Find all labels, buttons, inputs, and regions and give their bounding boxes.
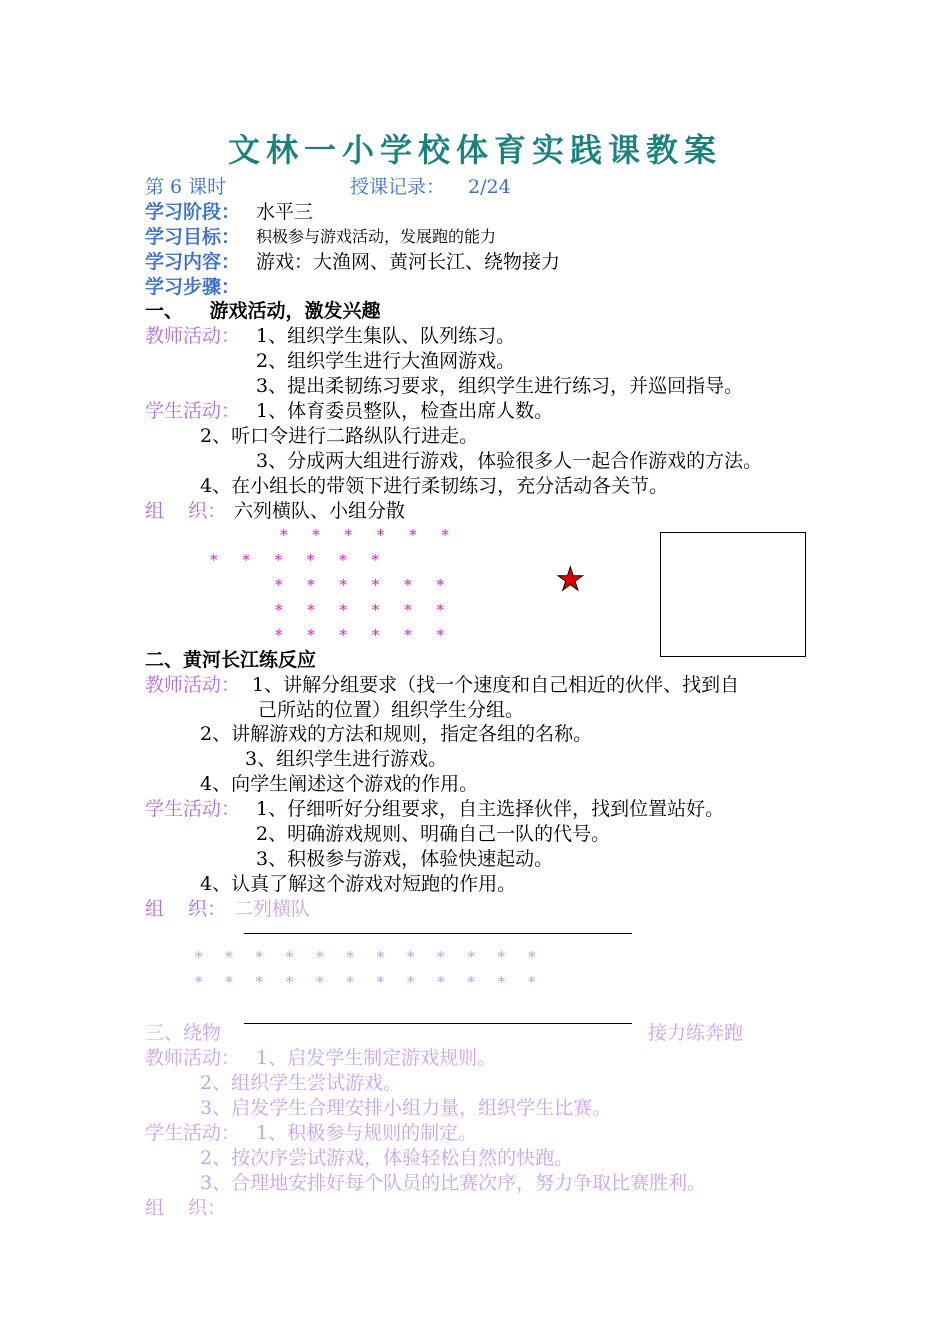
- s1-org-label: 组 织：: [145, 500, 227, 522]
- stage-label: 学习阶段：: [145, 201, 241, 223]
- s3-teacher-item: 2、组织学生尝试游戏。: [200, 1072, 403, 1094]
- stage-value: 水平三: [256, 201, 314, 223]
- s2-org-label: 组 织：: [145, 898, 227, 920]
- s1-student-item: 4、在小组长的带领下进行柔韧练习，充分活动各关节。: [200, 475, 669, 497]
- s2-teacher-item: 2、讲解游戏的方法和规则，指定各组的名称。: [200, 723, 593, 745]
- s3-student-item: 1、积极参与规则的制定。: [256, 1122, 478, 1144]
- s1-teacher-item: 1、组织学生集队、队列练习。: [256, 325, 516, 347]
- s1-org-value: 六列横队、小组分散: [234, 500, 406, 522]
- s3-student-label: 学生活动：: [145, 1122, 241, 1144]
- s1-student-item: 3、分成两大组进行游戏，体验很多人一起合作游戏的方法。: [256, 450, 763, 472]
- section3-heading-left: 三、绕物: [145, 1022, 222, 1044]
- steps-label: 学习步骤：: [145, 276, 241, 298]
- s3-student-item: 2、按次序尝试游戏，体验轻松自然的快跑。: [200, 1147, 574, 1169]
- goal-label: 学习目标：: [145, 226, 241, 248]
- formation-row: * * * * * *: [275, 626, 454, 644]
- content-value: 游戏：大渔网、黄河长江、绕物接力: [256, 251, 561, 273]
- formation-row: * * * * * *: [275, 601, 454, 619]
- s1-teacher-item: 3、提出柔韧练习要求，组织学生进行练习，并巡回指导。: [256, 375, 744, 397]
- s2-teacher-item: 己所站的位置）组织学生分组。: [258, 699, 525, 721]
- section1-heading: 一、 游戏活动，激发兴趣: [145, 300, 381, 322]
- s1-teacher-item: 2、组织学生进行大渔网游戏。: [256, 350, 516, 372]
- s2-teacher-item: 1、讲解分组要求（找一个速度和自己相近的伙伴、找到自: [252, 674, 740, 696]
- s2-teacher-label: 教师活动：: [145, 674, 241, 696]
- s2-student-item: 1、仔细听好分组要求，自主选择伙伴，找到位置站好。: [256, 798, 725, 820]
- lesson-number: 第 6 课时: [145, 176, 227, 198]
- s1-student-item: 2、听口令进行二路纵队行进走。: [200, 425, 479, 447]
- formation-row: * * * * * * * * * * * *: [195, 973, 545, 991]
- s2-student-item: 3、积极参与游戏，体验快速起动。: [256, 848, 554, 870]
- section3-heading-right: 接力练奔跑: [648, 1022, 744, 1044]
- record-value: 2/24: [468, 176, 511, 198]
- formation-row: * * * * * *: [275, 576, 454, 594]
- star-icon: ★: [556, 560, 585, 598]
- s2-org-value: 二列横队: [234, 898, 311, 920]
- s1-student-label: 学生活动：: [145, 400, 241, 422]
- s1-teacher-label: 教师活动：: [145, 325, 241, 347]
- record-label: 授课记录：: [350, 176, 446, 198]
- boundary-line: [244, 1023, 632, 1024]
- s1-student-item: 1、体育委员整队，检查出席人数。: [256, 400, 554, 422]
- formation-row: * * * * * * * * * * * *: [195, 948, 545, 966]
- s3-student-item: 3、合理地安排好每个队员的比赛次序，努力争取比赛胜利。: [200, 1172, 707, 1194]
- page-title: 文林一小学校体育实践课教案: [227, 131, 722, 169]
- s3-teacher-label: 教师活动：: [145, 1047, 241, 1069]
- s2-student-label: 学生活动：: [145, 798, 241, 820]
- formation-row: * * * * * *: [280, 526, 459, 544]
- s2-teacher-item: 3、组织学生进行游戏。: [245, 748, 448, 770]
- section2-heading: 二、黄河长江练反应: [145, 649, 317, 671]
- s3-teacher-item: 1、启发学生制定游戏规则。: [256, 1047, 497, 1069]
- area-box: [660, 532, 806, 657]
- s2-teacher-item: 4、向学生阐述这个游戏的作用。: [200, 773, 479, 795]
- s3-teacher-item: 3、启发学生合理安排小组力量，组织学生比赛。: [200, 1097, 612, 1119]
- s2-student-item: 4、认真了解这个游戏对短跑的作用。: [200, 873, 517, 895]
- boundary-line: [244, 933, 632, 934]
- s2-student-item: 2、明确游戏规则、明确自己一队的代号。: [256, 823, 611, 845]
- goal-value: 积极参与游戏活动，发展跑的能力: [256, 227, 497, 246]
- s3-org-label: 组 织：: [145, 1197, 227, 1219]
- formation-row: * * * * * *: [210, 551, 389, 569]
- content-label: 学习内容：: [145, 251, 241, 273]
